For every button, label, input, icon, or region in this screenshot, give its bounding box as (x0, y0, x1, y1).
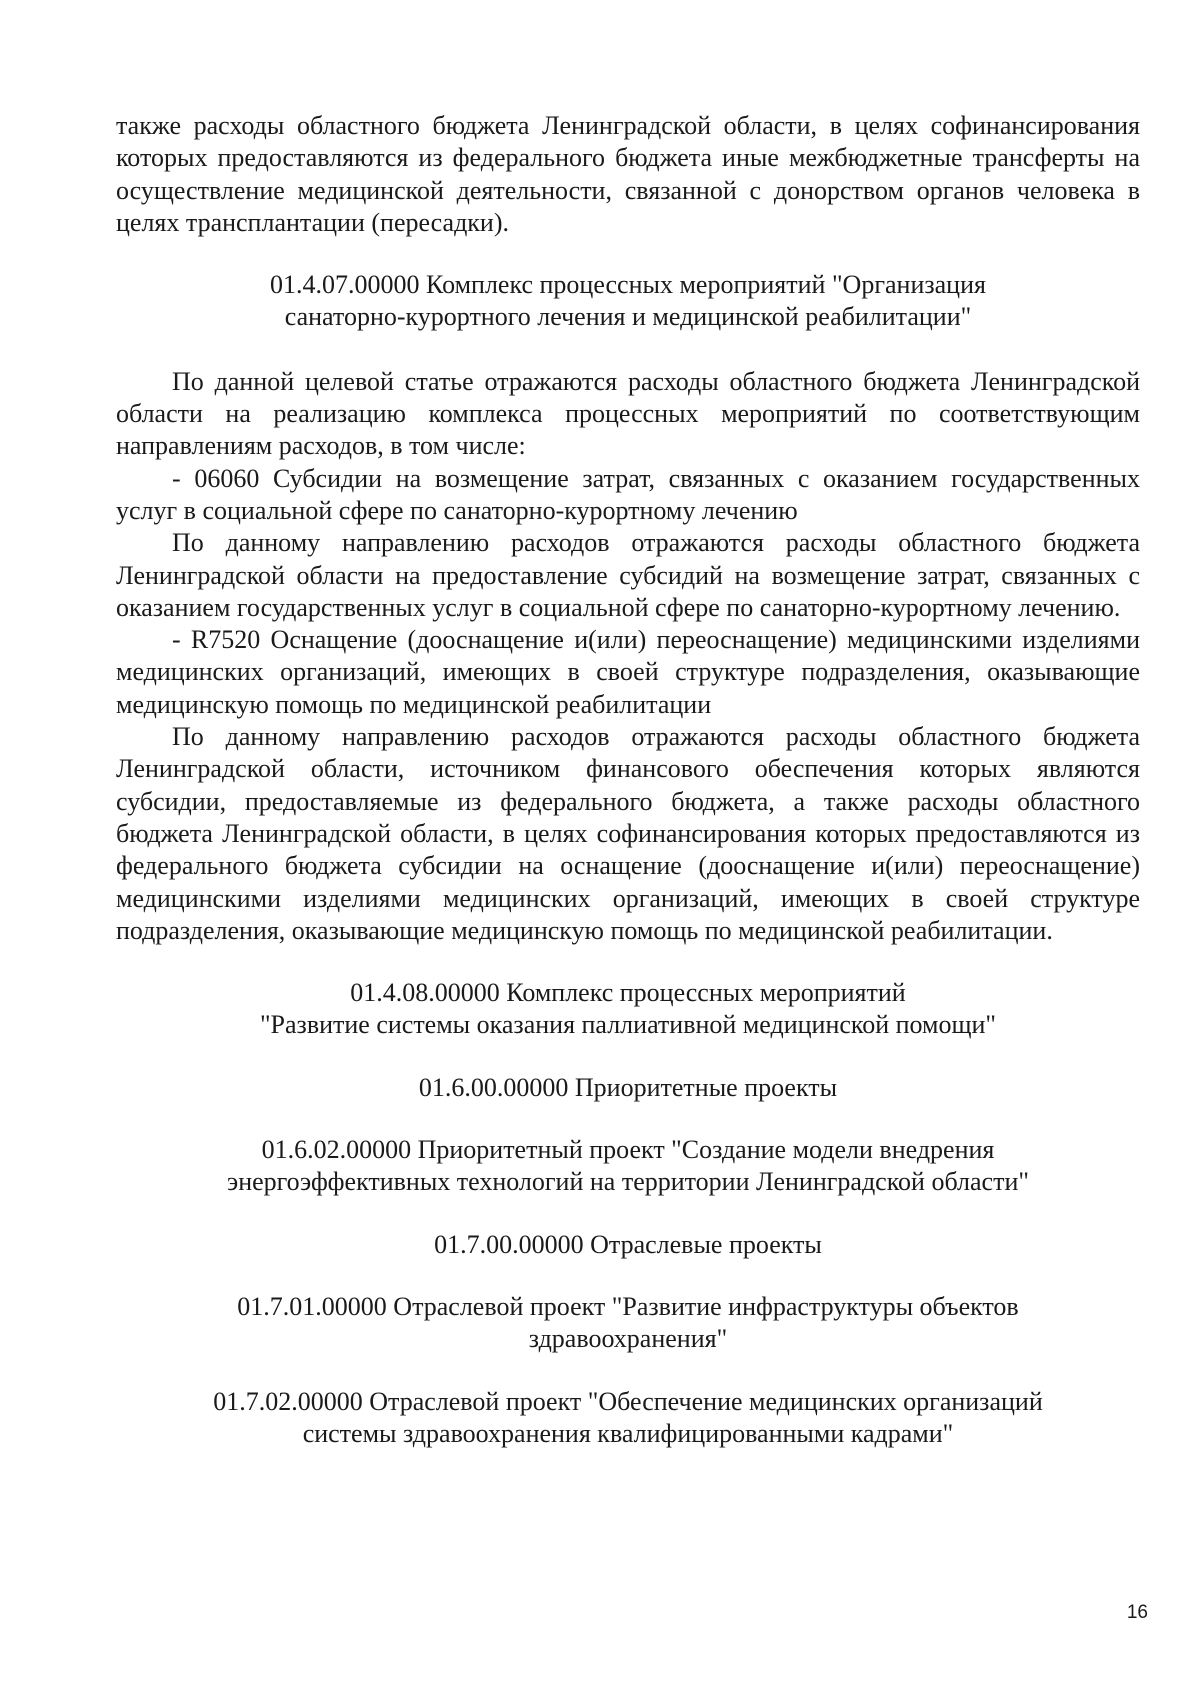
expense-item-R7520-description: По данному направлению расходов отражаются расходы областного бюджета Ленинградской области, источником финансового обеспечения которых являются субсидии, предоставляемые из федерального бюджета, а также расходы областного бюджета Ленинградской области, в целях софинансирования которых предоставляются из федерального бюджета субсидии на оснащение (дооснащение и(или) переоснащение) медицинскими изделиями медицинских организаций, имеющих в своей структуре подразделения, оказывающие медицинскую помощь по медицинской реабилитации. (116, 722, 1140, 945)
section-heading-01-7-01 (116, 1291, 1140, 1356)
section-heading-line: санаторно-курортного лечения и медицинской реабилитации" (284, 302, 972, 332)
section-heading-01-6-00 (116, 1072, 1140, 1104)
intro-paragraph: также расходы областного бюджета Ленинградской области, в целях софинансирования которых предоставляются из федерального бюджета иные межбюджетные трансферты на осуществление медицинской деятельности, связанной с донорством органов человека в целях трансплантации (пересадки). (116, 111, 1140, 237)
section-heading-line: 01.7.00.00000 Отраслевые проекты (434, 1229, 822, 1259)
section-heading-01-4-07 (116, 269, 1140, 334)
expense-item-R7520-title: - R7520 Оснащение (дооснащение и(или) переоснащение) медицинскими изделиями медицинских организаций, имеющих в своей структуре подразделения, оказывающие медицинскую помощь по медицинской реабилитации (116, 625, 1140, 719)
section-heading-line: 01.7.02.00000 Отраслевой проект "Обеспечение медицинских организаций (213, 1386, 1043, 1416)
section-heading-line: здравоохранения" (528, 1324, 728, 1354)
section-heading-line: "Развитие системы оказания паллиативной медицинской помощи" (259, 1010, 997, 1040)
section-heading-01-6-02 (116, 1134, 1140, 1199)
document-page (116, 110, 1140, 1450)
target-article-paragraph: По данной целевой статье отражаются расходы областного бюджета Ленинградской области на реализацию комплекса процессных мероприятий по соответствующим направлениям расходов, в том числе: (116, 366, 1140, 461)
section-heading-line: 01.7.01.00000 Отраслевой проект "Развитие инфраструктуры объектов (237, 1291, 1019, 1321)
expense-item-06060-title: - 06060 Субсидии на возмещение затрат, связанных с оказанием государственных услуг в социальной сфере по санаторно-курортному лечению (116, 463, 1140, 525)
section-heading-01-7-00 (116, 1229, 1140, 1261)
section-heading-line: 01.4.08.00000 Комплекс процессных мероприятий (350, 978, 906, 1008)
page-number: 16 (1126, 1602, 1148, 1623)
section-heading-01-7-02 (116, 1386, 1140, 1451)
section-heading-line: системы здравоохранения квалифицированными кадрами" (302, 1418, 954, 1448)
section-heading-line: 01.6.00.00000 Приоритетные проекты (418, 1072, 838, 1102)
section-heading-line: энергоэффективных технологий на территории Ленинградской области" (227, 1167, 1029, 1197)
expense-item-06060-description: По данному направлению расходов отражаются расходы областного бюджета Ленинградской области на предоставление субсидий на возмещение затрат, связанных с оказанием государственных услуг в социальной сфере по санаторно-курортному лечению. (116, 528, 1140, 622)
section-heading-line: 01.4.07.00000 Комплекс процессных мероприятий "Организация (270, 270, 986, 300)
section-heading-01-4-08 (116, 977, 1140, 1042)
section-heading-line: 01.6.02.00000 Приоритетный проект "Создание модели внедрения (261, 1135, 995, 1165)
